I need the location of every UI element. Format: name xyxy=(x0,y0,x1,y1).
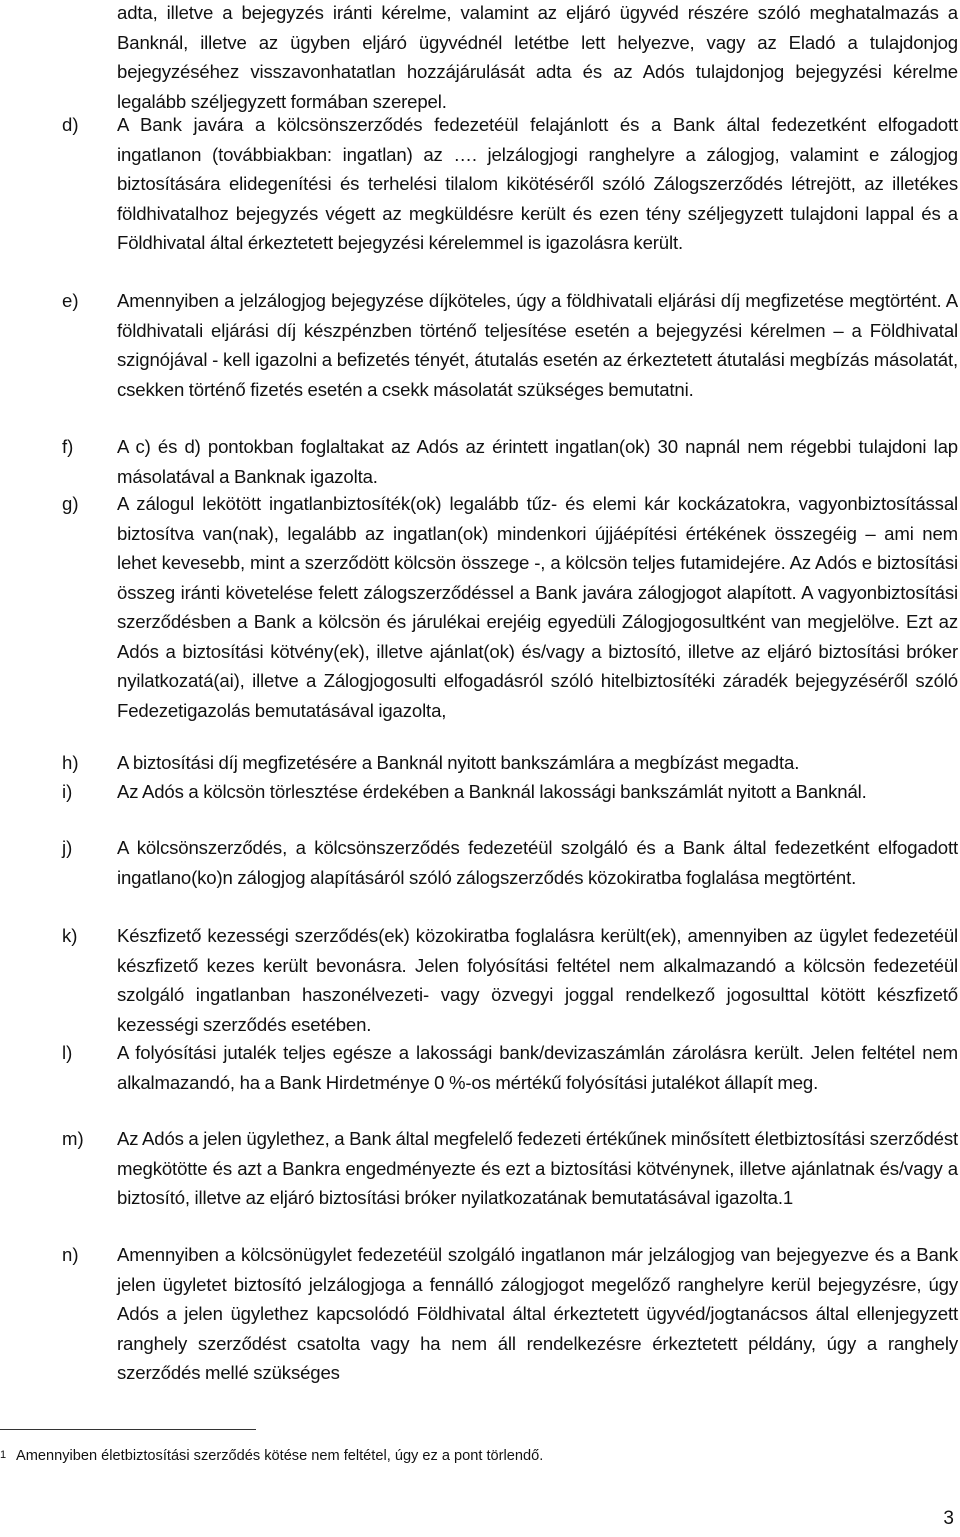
list-item-k xyxy=(62,921,958,1039)
item-label: g) xyxy=(62,493,79,514)
list-item-d xyxy=(62,110,958,258)
item-label: i) xyxy=(62,781,73,802)
item-label: f) xyxy=(62,436,74,457)
list-item-g xyxy=(62,489,958,725)
item-text: A kölcsönszerződés, a kölcsönszerződés fedezetéül szolgáló és a Bank által fedezetként elfogadott ingatlano(ko)n zálogjog alapításáról szóló zálogszerződés közokiratba foglalása megtörtént. xyxy=(117,837,958,888)
item-text: A folyósítási jutalék teljes egésze a lakossági bank/devizaszámlán zárolásra került. Jelen feltétel nem alkalmazandó, ha a Bank Hirdetménye 0 %-os mértékű folyósítási jutalékot állapít meg. xyxy=(117,1042,958,1093)
list-item-f xyxy=(62,432,958,491)
page-number: 3 xyxy=(943,1508,954,1529)
paragraph-continuation xyxy=(62,0,958,116)
item-label: n) xyxy=(62,1244,79,1265)
item-text: A Bank javára a kölcsönszerződés fedezetéül felajánlott és a Bank által fedezetként elfogadott ingatlanon (továbbiakban: ingatlan) az …. jelzálogjogi ranghelyre a zálogjog, valamint e zálogjog biztosítására elidegenítési és terhelési tilalom kikötéséről szóló Zálogszerződés létrejött, az illetékes földhivatalhoz bejegyzés végett az megküldésre került és ezen tény széljegyzett tulajdoni lappal és a Földhivatal által érkeztetett bejegyzési kérelemmel is igazolásra került. xyxy=(117,114,958,253)
item-text: Az Adós a jelen ügylethez, a Bank által megfelelő fedezeti értékűnek minősített életbiztosítási szerződést megkötötte és azt a Bankra engedményezte és ezt a biztosítási kötvénynek, illetve ajánlatnak és/vagy a biztosító, illetve az eljáró biztosítási bróker nyilatkozatának bemutatásával igazolta.1 xyxy=(117,1128,958,1208)
item-label: l) xyxy=(62,1042,73,1063)
list-item-l xyxy=(62,1038,958,1097)
list-item-e xyxy=(62,286,958,404)
footnote xyxy=(0,1446,940,1466)
item-label: k) xyxy=(62,925,78,946)
list-item-h xyxy=(62,748,958,778)
item-label: m) xyxy=(62,1128,84,1149)
footnote-text: Amennyiben életbiztosítási szerződés kötése nem feltétel, úgy ez a pont törlendő. xyxy=(16,1448,544,1464)
item-text: A biztosítási díj megfizetésére a Banknál nyitott bankszámlára a megbízást megadta. xyxy=(117,752,800,773)
item-text: A c) és d) pontokban foglaltakat az Adós az érintett ingatlan(ok) 30 napnál nem régebbi tulajdoni lap másolatával a Banknak igazolta. xyxy=(117,436,958,487)
item-text: Készfizető kezességi szerződés(ek) közokiratba foglalásra került(ek), amennyiben az ügylet fedezetéül készfizető kezes került bevonásra. Jelen folyósítási feltétel nem alkalmazandó a kölcsön fedezetéül szolgáló ingatlanban haszonélvezeti- vagy özvegyi joggal rendelkező jogosulttal kötött készfizető kezességi szerződés esetében. xyxy=(117,925,958,1035)
item-label: j) xyxy=(62,837,73,858)
list-item-i xyxy=(62,777,958,807)
item-label: e) xyxy=(62,290,79,311)
list-item-m xyxy=(62,1124,958,1213)
list-item-n xyxy=(62,1240,958,1388)
item-text: A zálogul lekötött ingatlanbiztosíték(ok) legalább tűz- és elemi kár kockázatokra, vagyonbiztosítással biztosítva van(nak), legalább az ingatlan(ok) mindenkori újjáépítési értékének összegéig – ami nem lehet kevesebb, mint a szerződött kölcsön összege -, a kölcsön teljes futamidejére. Az Adós e biztosítási összeg iránti követelése felett zálogszerződéssel a Bank javára zálogjogot alapított. A vagyonbiztosítási szerződésben a Bank a kölcsön és járulékai erejéig egyedüli Zálogjogosultként van megjelölve. Ezt az Adós a biztosítási kötvény(ek), illetve ajánlat(ok) és/vagy a biztosító, illetve az eljáró biztosítási bróker nyilatkozatá(ai), illetve a Zálogjogosulti elfogadásról szóló hitelbiztosítéki záradék bejegyzéséről szóló Fedezetigazolás bemutatásával igazolta, xyxy=(117,493,958,721)
list-item-j xyxy=(62,833,958,892)
footnote-mark: 1 xyxy=(0,1449,7,1461)
item-text: Az Adós a kölcsön törlesztése érdekében a Banknál lakossági bankszámlát nyitott a Banknál. xyxy=(117,781,867,802)
footnote-separator xyxy=(0,1429,256,1430)
item-label: d) xyxy=(62,114,79,135)
item-text: adta, illetve a bejegyzés iránti kérelme, valamint az eljáró ügyvéd részére szóló meghatalmazás a Banknál, illetve az ügyben eljáró ügyvédnél letétbe lett helyezve, vagy az Eladó a tulajdonjog bejegyzéséhez visszavonhatatlan hozzájárulását adta és az Adós tulajdonjog bejegyzési kérelme legalább széljegyzett formában szerepel. xyxy=(117,2,958,112)
item-label: h) xyxy=(62,752,79,773)
item-text: Amennyiben a kölcsönügylet fedezetéül szolgáló ingatlanon már jelzálogjog van bejegyezve és a Bank jelen ügyletet biztosító jelzálogjoga a fennálló zálogjogot megelőző ranghelyre kerül bejegyzésre, úgy Adós a jelen ügylethez kapcsolódó Földhivatal által érkeztetett ügyvéd/jogtanácsos által ellenjegyzett ranghely szerződést csatolta vagy ha nem áll rendelkezésre érkeztetett példány, úgy a ranghely szerződés mellé szükséges xyxy=(117,1244,958,1383)
item-text: Amennyiben a jelzálogjog bejegyzése díjköteles, úgy a földhivatali eljárási díj megfizetése megtörtént. A földhivatali eljárási díj készpénzben történő teljesítése esetén a bejegyzési kérelmen – a Földhivatal szignójával - kell igazolni a befizetés tényét, átutalás esetén az érkeztetett átutalási megbízás másolatát, csekken történő fizetés esetén a csekk másolatát szükséges bemutatni. xyxy=(117,290,958,400)
